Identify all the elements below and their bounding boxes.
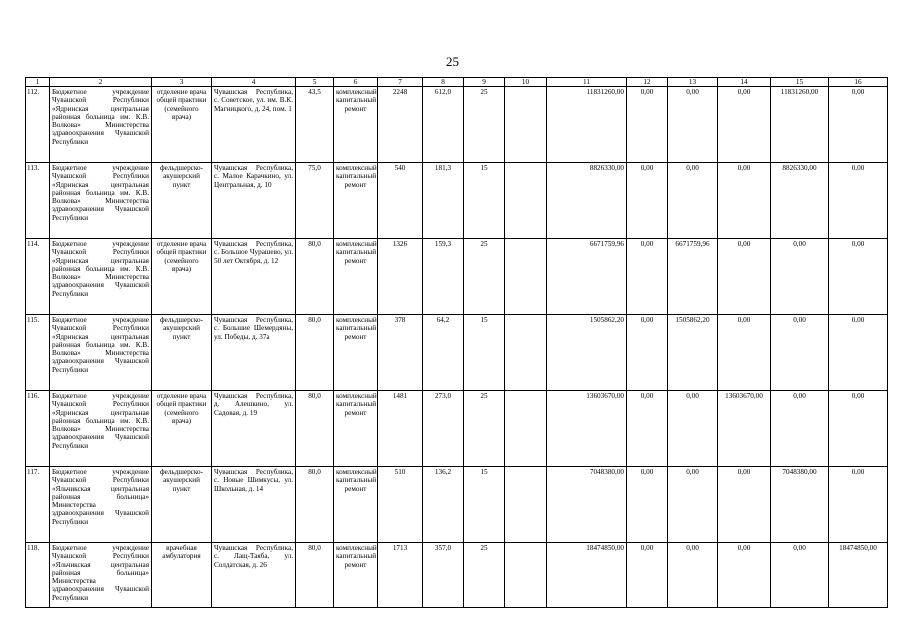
institution-name: Бюджетное учреждение Чувашской Республики «Яльчикская центральная районная больница» Министерства здравоохранения Чувашской Республики <box>50 467 152 543</box>
cell-col9: 15 <box>464 315 505 391</box>
cell-col15: 11831260,00 <box>771 87 829 163</box>
cell-col7: 1326 <box>378 239 423 315</box>
address: Чувашская Республика, с. Большие Шемердяны, ул. Победы, д. 37а <box>212 315 296 391</box>
column-header: 15 <box>771 78 829 87</box>
cell-col12: 0,00 <box>627 391 668 467</box>
cell-col13: 0,00 <box>668 467 718 543</box>
row-number: 116. <box>26 391 50 467</box>
cell-col11: 8826330,00 <box>547 163 627 239</box>
cell-col15: 0,00 <box>771 543 829 608</box>
address: Чувашская Республика, с. Малое Карачкино, ул. Центральная, д. 10 <box>212 163 296 239</box>
wear-percent: 43,5 <box>296 87 334 163</box>
row-number: 112. <box>26 87 50 163</box>
cell-col12: 0,00 <box>627 315 668 391</box>
work-type: комплексный капитальный ремонт <box>334 239 378 315</box>
cell-col16: 0,00 <box>829 163 888 239</box>
column-header: 6 <box>334 78 378 87</box>
table-row <box>26 315 888 391</box>
page-number: 25 <box>446 54 459 69</box>
cell-col9: 25 <box>464 239 505 315</box>
cell-col14: 0,00 <box>718 315 771 391</box>
facility-type: отделение врача общей практики (семейного врача) <box>152 239 212 315</box>
table-row <box>26 391 888 467</box>
cell-col7: 1481 <box>378 391 423 467</box>
table-row <box>26 239 888 315</box>
wear-percent: 80,0 <box>296 315 334 391</box>
wear-percent: 80,0 <box>296 467 334 543</box>
work-type: комплексный капитальный ремонт <box>334 163 378 239</box>
cell-col16: 0,00 <box>829 87 888 163</box>
cell-col13: 0,00 <box>668 163 718 239</box>
address: Чувашская Республика, с. Советское, ул. им. В.К. Магницкого, д. 24, пом. 1 <box>212 87 296 163</box>
column-header: 2 <box>50 78 152 87</box>
cell-col9: 15 <box>464 467 505 543</box>
cell-col16: 0,00 <box>829 467 888 543</box>
cell-col13: 0,00 <box>668 391 718 467</box>
cell-col8: 181,3 <box>423 163 464 239</box>
facility-type: отделение врача общей практики (семейного врача) <box>152 391 212 467</box>
table-row <box>26 543 888 608</box>
cell-col12: 0,00 <box>627 239 668 315</box>
cell-col8: 612,0 <box>423 87 464 163</box>
cell-col10 <box>505 239 547 315</box>
cell-col10 <box>505 163 547 239</box>
work-type: комплексный капитальный ремонт <box>334 315 378 391</box>
cell-col10 <box>505 87 547 163</box>
cell-col8: 64,2 <box>423 315 464 391</box>
cell-col10 <box>505 315 547 391</box>
address: Чувашская Республика, с. Новые Шимкусы, ул. Школьная, д. 14 <box>212 467 296 543</box>
column-header: 12 <box>627 78 668 87</box>
cell-col9: 25 <box>464 391 505 467</box>
cell-col14: 0,00 <box>718 163 771 239</box>
cell-col15: 0,00 <box>771 315 829 391</box>
row-number: 117. <box>26 467 50 543</box>
cell-col9: 25 <box>464 543 505 608</box>
wear-percent: 80,0 <box>296 239 334 315</box>
cell-col16: 0,00 <box>829 391 888 467</box>
cell-col11: 7048380,00 <box>547 467 627 543</box>
cell-col7: 378 <box>378 315 423 391</box>
cell-col14: 0,00 <box>718 543 771 608</box>
table-row <box>26 163 888 239</box>
cell-col13: 0,00 <box>668 543 718 608</box>
column-header: 4 <box>212 78 296 87</box>
cell-col15: 0,00 <box>771 391 829 467</box>
table-row <box>26 87 888 163</box>
wear-percent: 80,0 <box>296 391 334 467</box>
cell-col14: 13603670,00 <box>718 391 771 467</box>
institution-name: Бюджетное учреждение Чувашской Республики «Ядринская центральная районная больница им. К.В. Волкова» Министерства здравоохранения Чувашской Республики <box>50 239 152 315</box>
cell-col13: 0,00 <box>668 87 718 163</box>
cell-col13: 6671759,96 <box>668 239 718 315</box>
column-header: 8 <box>423 78 464 87</box>
cell-col11: 18474850,00 <box>547 543 627 608</box>
cell-col14: 0,00 <box>718 467 771 543</box>
column-header: 9 <box>464 78 505 87</box>
cell-col10 <box>505 467 547 543</box>
cell-col12: 0,00 <box>627 163 668 239</box>
cell-col9: 15 <box>464 163 505 239</box>
cell-col13: 1505862,20 <box>668 315 718 391</box>
column-header: 7 <box>378 78 423 87</box>
row-number: 114. <box>26 239 50 315</box>
address: Чувашская Республика, д. Алешкино, ул. Садовая, д. 19 <box>212 391 296 467</box>
facility-type: отделение врача общей практики (семейного врача) <box>152 87 212 163</box>
cell-col9: 25 <box>464 87 505 163</box>
column-header: 10 <box>505 78 547 87</box>
column-number-row <box>26 78 888 87</box>
column-header: 1 <box>26 78 50 87</box>
cell-col15: 7048380,00 <box>771 467 829 543</box>
row-number: 115. <box>26 315 50 391</box>
work-type: комплексный капитальный ремонт <box>334 87 378 163</box>
cell-col16: 0,00 <box>829 315 888 391</box>
cell-col10 <box>505 391 547 467</box>
row-number: 118. <box>26 543 50 608</box>
institution-name: Бюджетное учреждение Чувашской Республики «Яльчикская центральная районная больница» Министерства здравоохранения Чувашской Республики <box>50 543 152 608</box>
address: Чувашская Республика, с. Лащ-Таяба, ул. Солдатская, д. 26 <box>212 543 296 608</box>
cell-col7: 1713 <box>378 543 423 608</box>
column-header: 5 <box>296 78 334 87</box>
cell-col11: 1505862,20 <box>547 315 627 391</box>
column-header: 14 <box>718 78 771 87</box>
facility-type: фельдшерско-акушерский пункт <box>152 315 212 391</box>
cell-col12: 0,00 <box>627 87 668 163</box>
facility-type: фельдшерско-акушерский пункт <box>152 163 212 239</box>
column-header: 11 <box>547 78 627 87</box>
cell-col7: 540 <box>378 163 423 239</box>
column-header: 3 <box>152 78 212 87</box>
cell-col10 <box>505 543 547 608</box>
column-header: 13 <box>668 78 718 87</box>
institution-name: Бюджетное учреждение Чувашской Республики «Ядринская центральная районная больница им. К.В. Волкова» Министерства здравоохранения Чувашской Республики <box>50 87 152 163</box>
cell-col15: 0,00 <box>771 239 829 315</box>
row-number: 113. <box>26 163 50 239</box>
institution-name: Бюджетное учреждение Чувашской Республики «Ядринская центральная районная больница им. К.В. Волкова» Министерства здравоохранения Чувашской Республики <box>50 391 152 467</box>
cell-col8: 357,0 <box>423 543 464 608</box>
cell-col16: 18474850,00 <box>829 543 888 608</box>
cell-col11: 13603670,00 <box>547 391 627 467</box>
wear-percent: 80,0 <box>296 543 334 608</box>
wear-percent: 75,0 <box>296 163 334 239</box>
facility-type: фельдшерско-акушерский пункт <box>152 467 212 543</box>
cell-col15: 8826330,00 <box>771 163 829 239</box>
cell-col7: 510 <box>378 467 423 543</box>
institution-name: Бюджетное учреждение Чувашской Республики «Ядринская центральная районная больница им. К.В. Волкова» Министерства здравоохранения Чувашской Республики <box>50 315 152 391</box>
work-type: комплексный капитальный ремонт <box>334 391 378 467</box>
cell-col7: 2248 <box>378 87 423 163</box>
cell-col16: 0,00 <box>829 239 888 315</box>
institution-name: Бюджетное учреждение Чувашской Республики «Ядринская центральная районная больница им. К.В. Волкова» Министерства здравоохранения Чувашской Республики <box>50 163 152 239</box>
cell-col8: 273,0 <box>423 391 464 467</box>
column-header: 16 <box>829 78 888 87</box>
cell-col11: 11831260,00 <box>547 87 627 163</box>
work-type: комплексный капитальный ремонт <box>334 467 378 543</box>
cell-col8: 159,3 <box>423 239 464 315</box>
objects-table <box>25 77 888 608</box>
cell-col11: 6671759,96 <box>547 239 627 315</box>
cell-col14: 0,00 <box>718 87 771 163</box>
work-type: комплексный капитальный ремонт <box>334 543 378 608</box>
address: Чувашская Республика, с. Большое Чурашево, ул. 50 лет Октября, д. 12 <box>212 239 296 315</box>
facility-type: врачебная амбулатория <box>152 543 212 608</box>
cell-col14: 0,00 <box>718 239 771 315</box>
cell-col8: 136,2 <box>423 467 464 543</box>
cell-col12: 0,00 <box>627 543 668 608</box>
cell-col12: 0,00 <box>627 467 668 543</box>
table-row <box>26 467 888 543</box>
